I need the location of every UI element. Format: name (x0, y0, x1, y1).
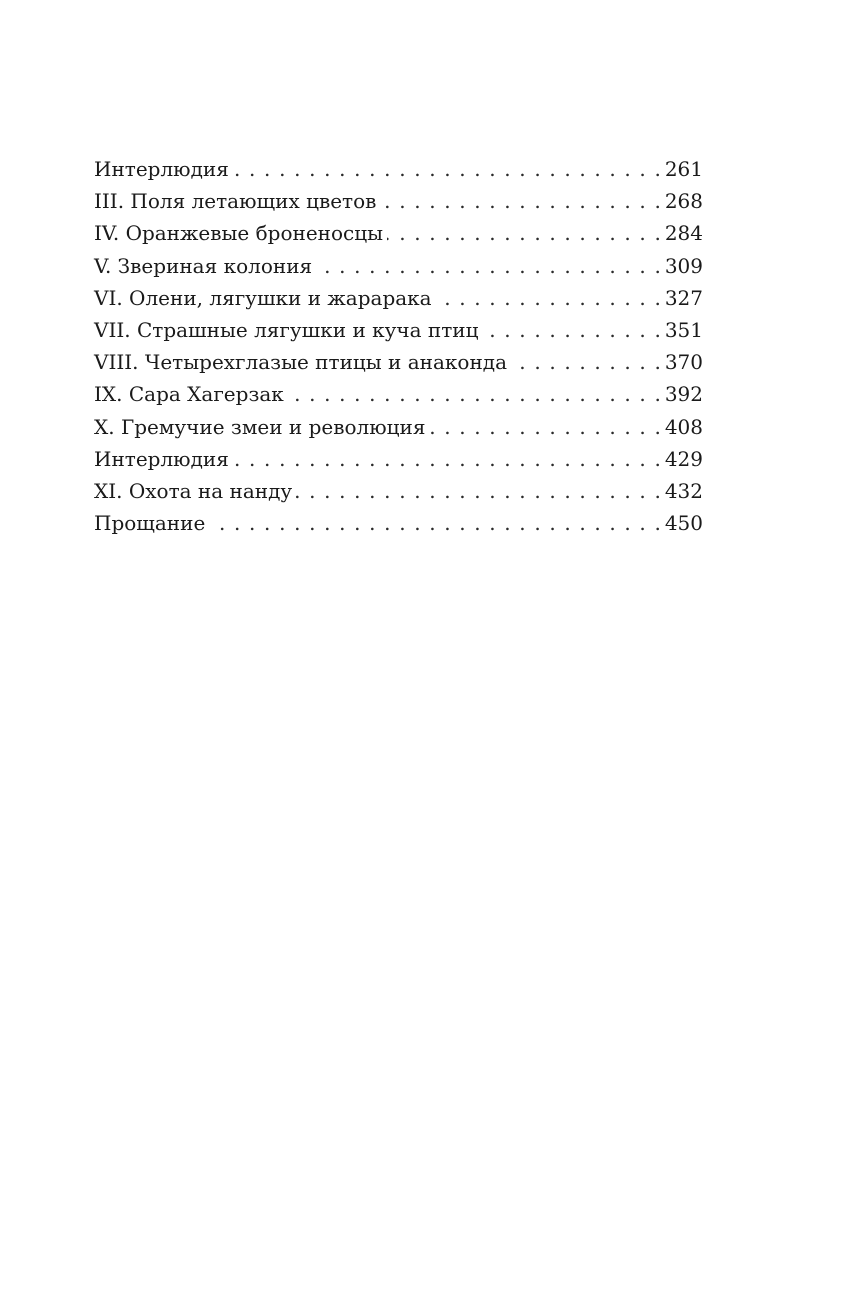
toc-entry (94, 314, 703, 346)
toc-dot-leader (316, 250, 661, 282)
toc-dot-leader (429, 411, 660, 443)
toc-entry-page: 392 (664, 382, 703, 407)
toc-entry-page: 327 (664, 285, 703, 310)
toc-dot-leader (436, 282, 661, 314)
toc-entry (94, 185, 703, 217)
toc-dot-leader (482, 314, 660, 346)
toc-entry-page: 284 (664, 221, 703, 246)
toc-entry-title: Прощание (94, 511, 206, 536)
toc-dot-leader (380, 185, 660, 217)
toc-entry-page: 268 (664, 189, 703, 214)
toc-entry-page: 450 (664, 511, 703, 536)
toc-entry-page: 432 (664, 478, 703, 503)
toc-entry-title: IV. Оранжевые броненосцы (94, 221, 384, 246)
toc-entry (94, 475, 703, 507)
toc-entry (94, 217, 703, 249)
toc-entry-title: X. Гремучие змеи и революция (94, 414, 426, 439)
toc-dot-leader (511, 346, 661, 378)
toc-entry (94, 282, 703, 314)
toc-entry-title: V. Звериная колония (94, 253, 313, 278)
toc-entry-title: VIII. Четырехглазые птицы и анаконда (94, 350, 508, 375)
toc-entry-page: 351 (664, 317, 703, 342)
toc-entry-title: VII. Страшные лягушки и куча птиц (94, 317, 479, 342)
toc-dot-leader (209, 507, 661, 539)
toc-entry-title: VI. Олени, лягушки и жарарака (94, 285, 432, 310)
toc-entry-page: 370 (664, 350, 703, 375)
toc-dot-leader (288, 378, 661, 410)
toc-entry (94, 378, 703, 410)
toc-entry-page: 261 (664, 157, 703, 181)
toc-entry (94, 346, 703, 378)
toc-entry-title: Интерлюдия (94, 157, 229, 181)
toc-dot-leader (233, 153, 661, 185)
toc-entry (94, 250, 703, 282)
toc-entry (94, 153, 703, 185)
toc-entry-page: 309 (664, 253, 703, 278)
toc-entry-page: 429 (664, 446, 703, 471)
toc-entry-page: 408 (664, 414, 703, 439)
toc-dot-leader (233, 443, 661, 475)
toc-entry-title: XI. Охота на нанду (94, 478, 293, 503)
toc-entry (94, 443, 703, 475)
toc-entry (94, 411, 703, 443)
toc-dot-leader (387, 217, 661, 249)
toc-entry (94, 507, 703, 539)
toc-entry-title: Интерлюдия (94, 446, 229, 471)
toc-dot-leader (296, 475, 661, 507)
toc-entry-title: III. Поля летающих цветов (94, 189, 377, 214)
toc-entry-title: IX. Сара Хагерзак (94, 382, 284, 407)
table-of-contents (94, 153, 703, 539)
